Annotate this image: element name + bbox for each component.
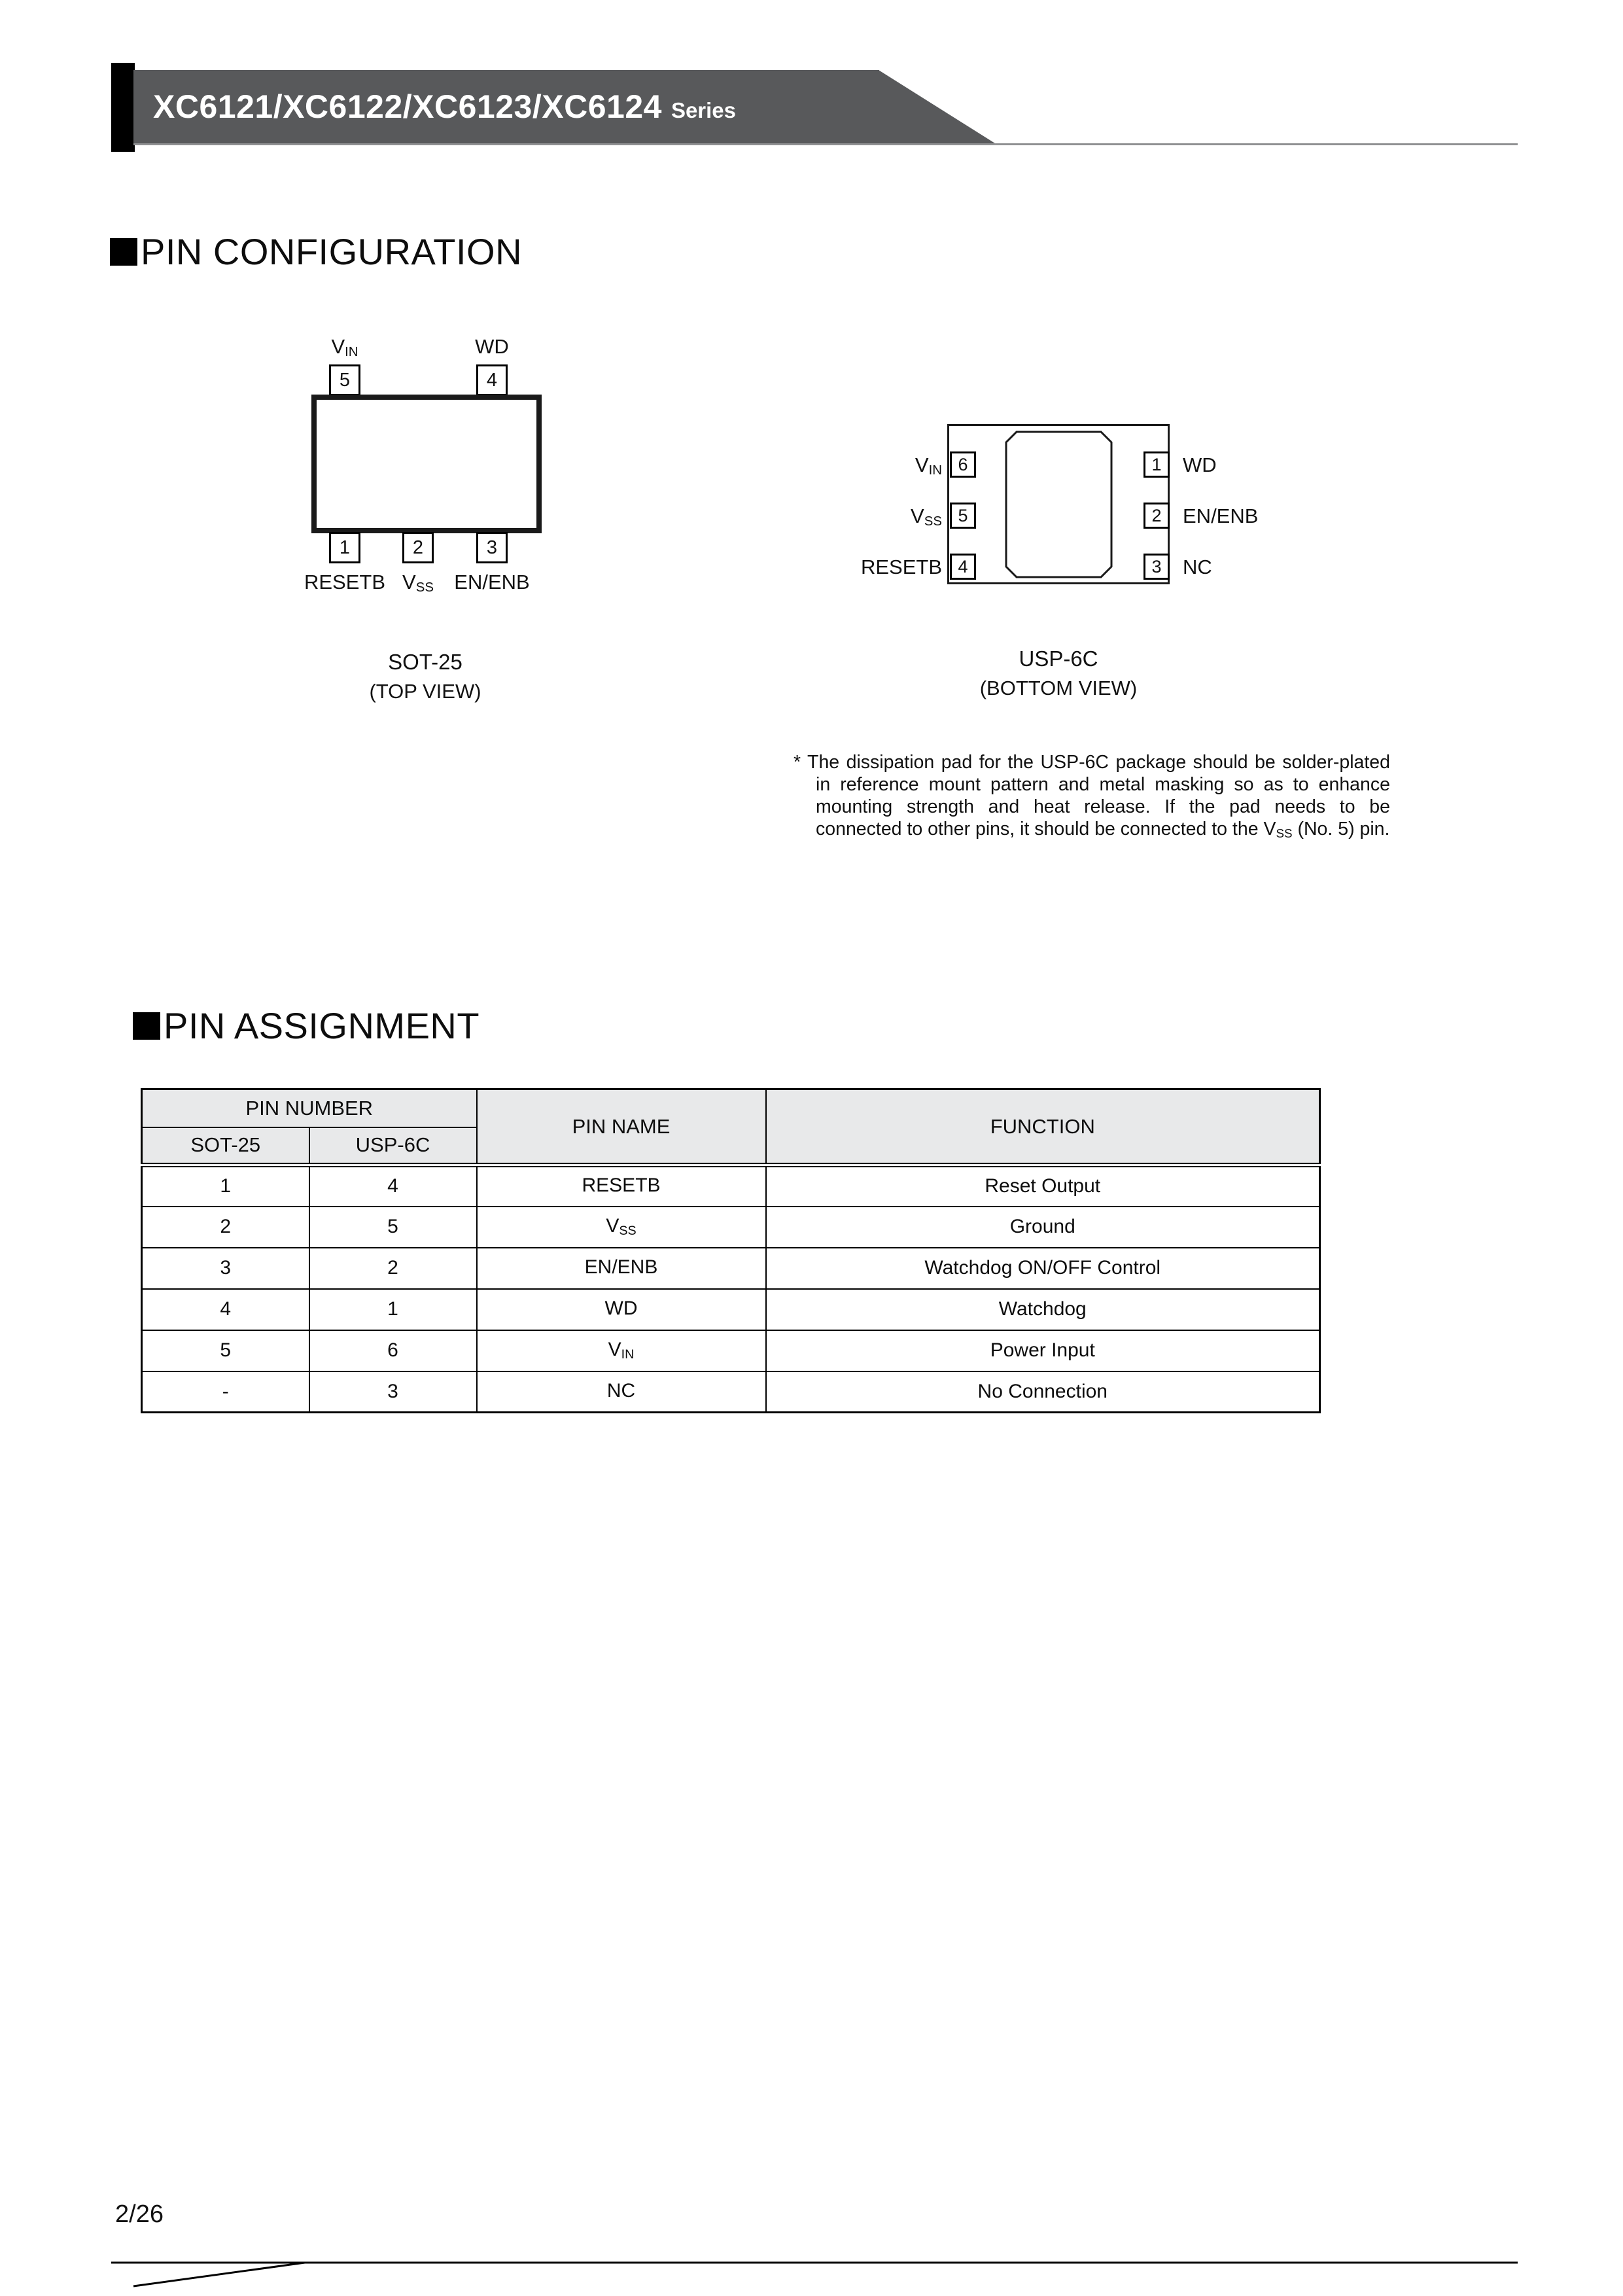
- usp6c-pin-box-2: 2: [1143, 503, 1170, 529]
- usp6c-pin1-label: WD: [1183, 453, 1217, 476]
- cell-usp6c: 2: [309, 1248, 477, 1289]
- section-marker-icon: [110, 238, 137, 266]
- table-row: [142, 1207, 1320, 1248]
- section-heading-label: PIN ASSIGNMENT: [164, 1005, 480, 1046]
- sot25-pin3-label: EN/ENB: [454, 571, 530, 593]
- header-rule: [133, 143, 1518, 145]
- usp6c-pin6-label: $V_{IN}$: [915, 453, 942, 478]
- cell-pin-name: $V_{IN}$: [477, 1330, 766, 1371]
- cell-function: Reset Output: [766, 1165, 1320, 1207]
- pin-assignment-table: [141, 1088, 1321, 1413]
- col-header-usp6c: USP-6C: [309, 1127, 477, 1165]
- cell-usp6c: 3: [309, 1371, 477, 1413]
- table-row: [142, 1165, 1320, 1207]
- sot25-caption: SOT-25: [388, 650, 462, 674]
- usp6c-pin4-label: RESETB: [860, 556, 942, 578]
- usp6c-pin-box-5: 5: [950, 503, 976, 529]
- dissipation-pad-note: * The dissipation pad for the USP-6C package should be solder-plated in reference mount pattern and metal masking so as to enhance mounting strength and heat release. If the pad needs to be connected to other pins, it should be connected to the $V_{SS}$ (No. 5) pin.: [794, 752, 1390, 840]
- footer-rule: [111, 2252, 1524, 2291]
- cell-usp6c: 5: [309, 1207, 477, 1248]
- usp6c-package-diagram: [837, 412, 1295, 720]
- sot25-pin-box-2: 2: [402, 532, 434, 563]
- cell-function: Ground: [766, 1207, 1320, 1248]
- sot25-pin4-label: WD: [475, 335, 509, 358]
- sot25-pin-box-5: 5: [329, 364, 360, 396]
- header-accent-bar: [111, 63, 135, 152]
- table-row: [142, 1371, 1320, 1413]
- table-row: [142, 1248, 1320, 1289]
- cell-sot25: 4: [142, 1289, 309, 1330]
- cell-function: Watchdog ON/OFF Control: [766, 1248, 1320, 1289]
- section-marker-icon: [133, 1012, 160, 1040]
- col-header-pin-name: PIN NAME: [477, 1089, 766, 1165]
- cell-pin-name: WD: [477, 1289, 766, 1330]
- usp6c-pin2-label: EN/ENB: [1183, 504, 1259, 527]
- usp6c-pin-box-6: 6: [950, 451, 976, 478]
- usp6c-pin3-label: NC: [1183, 556, 1212, 578]
- sot25-pin-box-1: 1: [329, 532, 360, 563]
- page-number: 2/26: [115, 2200, 164, 2228]
- header-banner: [133, 70, 879, 143]
- col-header-pin-number: PIN NUMBER: [142, 1089, 477, 1127]
- sot25-pin-box-4: 4: [476, 364, 508, 396]
- cell-pin-name: NC: [477, 1371, 766, 1413]
- section-heading-pin-configuration: [110, 230, 522, 273]
- cell-pin-name: $V_{SS}$: [477, 1207, 766, 1248]
- sot25-pin5-label: $V_{IN}$: [331, 335, 358, 359]
- sot25-view-caption: (TOP VIEW): [369, 680, 481, 703]
- cell-pin-name: RESETB: [477, 1165, 766, 1207]
- usp6c-die-pad: [1005, 431, 1113, 578]
- col-header-sot25: SOT-25: [142, 1127, 309, 1165]
- usp6c-caption: USP-6C: [1019, 646, 1098, 671]
- sot25-package-diagram: [262, 330, 589, 716]
- cell-sot25: 5: [142, 1330, 309, 1371]
- cell-function: Watchdog: [766, 1289, 1320, 1330]
- sot25-pin-box-3: 3: [476, 532, 508, 563]
- header-banner-slant: [879, 70, 995, 143]
- cell-sot25: 2: [142, 1207, 309, 1248]
- usp6c-pin-box-1: 1: [1143, 451, 1170, 478]
- page-title-series: Series: [671, 98, 737, 122]
- sot25-package-body: [311, 395, 542, 533]
- cell-usp6c: 1: [309, 1289, 477, 1330]
- usp6c-pin-box-4: 4: [950, 554, 976, 580]
- section-heading-pin-assignment: [133, 1004, 480, 1047]
- cell-pin-name: EN/ENB: [477, 1248, 766, 1289]
- page-title: XC6121/XC6122/XC6123/XC6124: [153, 88, 662, 125]
- cell-sot25: 1: [142, 1165, 309, 1207]
- cell-sot25: -: [142, 1371, 309, 1413]
- sot25-pin1-label: RESETB: [304, 571, 386, 593]
- sot25-pin2-label: $V_{SS}$: [402, 571, 434, 595]
- note-asterisk: *: [794, 752, 801, 773]
- col-header-function: FUNCTION: [766, 1089, 1320, 1165]
- usp6c-pin-box-3: 3: [1143, 554, 1170, 580]
- table-row: [142, 1330, 1320, 1371]
- cell-function: Power Input: [766, 1330, 1320, 1371]
- cell-function: No Connection: [766, 1371, 1320, 1413]
- cell-usp6c: 4: [309, 1165, 477, 1207]
- usp6c-pin5-label: $V_{SS}$: [911, 504, 942, 529]
- cell-usp6c: 6: [309, 1330, 477, 1371]
- cell-sot25: 3: [142, 1248, 309, 1289]
- table-row: [142, 1289, 1320, 1330]
- section-heading-label: PIN CONFIGURATION: [141, 231, 523, 272]
- usp6c-view-caption: (BOTTOM VIEW): [979, 677, 1138, 699]
